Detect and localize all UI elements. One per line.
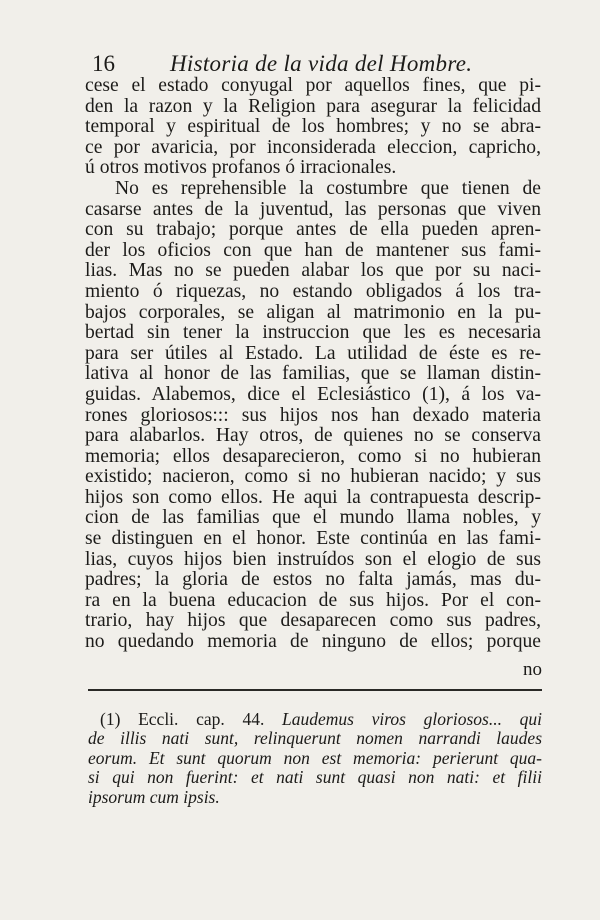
footnote-line: de illis nati sunt, relinquerunt nomen narrandi laudes [88, 728, 542, 749]
footnote [88, 709, 543, 807]
text-line: hijos son como ellos. He aqui la contrapuesta descrip- [85, 486, 541, 508]
text-line: lias. Mas no se pueden alabar los que por su naci- [85, 260, 541, 282]
text-line: casarse antes de la juventud, las personas que viven [85, 198, 541, 220]
text-line: trario, hay hijos que desaparecen como sus padres, [85, 610, 541, 632]
text-line: lias, cuyos hijos bien instruídos son el elogio de sus [85, 548, 541, 570]
text-line: den la razon y la Religion para asegurar la felicidad [85, 95, 541, 117]
text-line: ce por avaricia, por inconsiderada eleccion, capricho, [85, 136, 541, 158]
running-title: Historia de la vida del Hombre. [170, 51, 473, 76]
footnote-reference: (1) Eccli. cap. 44. [100, 709, 265, 729]
footnote-quote-start: Laudemus viros gloriosos... qui [282, 709, 543, 729]
page-header [92, 50, 512, 78]
text-line: der los oficios con que han de mantener sus fami- [85, 239, 541, 261]
text-line: rones gloriosos::: sus hijos nos han dexado materia [85, 404, 541, 426]
catchword: no [523, 659, 542, 680]
text-line: ra en la buena educacion de sus hijos. Por el con- [85, 589, 541, 611]
text-line: con su trabajo; porque antes de ella pueden apren- [85, 219, 541, 241]
text-line: existido; nacieron, como si no hubieran nacido; y sus [85, 466, 541, 488]
footnote-first-line [100, 710, 542, 729]
text-line: guidas. Alabemos, dice el Eclesiástico (1), á los va- [85, 383, 541, 405]
footnote-line: eorum. Et sunt quorum non est memoria: perierunt qua- [88, 747, 542, 768]
page-number: 16 [92, 51, 115, 76]
body-text [85, 76, 541, 653]
text-line: memoria; ellos desaparecieron, como si no hubieran [85, 445, 541, 467]
text-line: cion de las familias que el mundo llama nobles, y [85, 507, 541, 529]
text-line: para ser útiles al Estado. La utilidad de éste es re- [85, 342, 541, 364]
text-line: no quedando memoria de ninguno de ellos; porque [85, 631, 541, 653]
text-line: ú otros motivos profanos ó irracionales. [85, 157, 397, 179]
footnote-line: si qui non fuerint: et nati sunt quasi non nati: et filii [88, 767, 542, 788]
footnote-line: ipsorum cum ipsis. [88, 786, 220, 807]
text-line: miento ó riquezas, no estando obligados á los tra- [85, 280, 541, 302]
text-line: lativa al honor de las familias, que se llaman distin- [85, 363, 541, 385]
text-line: se distinguen en el honor. Este continúa en las fami- [85, 528, 541, 550]
text-line: bajos corporales, se aligan al matrimonio en la pu- [85, 301, 541, 323]
footnote-divider [88, 689, 542, 691]
text-line: temporal y espiritual de los hombres; y no se abra- [85, 116, 541, 138]
text-line: padres; la gloria de estos no falta jamás, mas du- [85, 569, 541, 591]
paragraph-start-line: No es reprehensible la costumbre que tienen de [115, 177, 541, 199]
text-line: cese el estado conyugal por aquellos fines, que pi- [85, 75, 541, 96]
text-line: bertad sin tener la instruccion que les es necesaria [85, 322, 541, 344]
text-line: para alabarlos. Hay otros, de quienes no se conserva [85, 425, 541, 447]
